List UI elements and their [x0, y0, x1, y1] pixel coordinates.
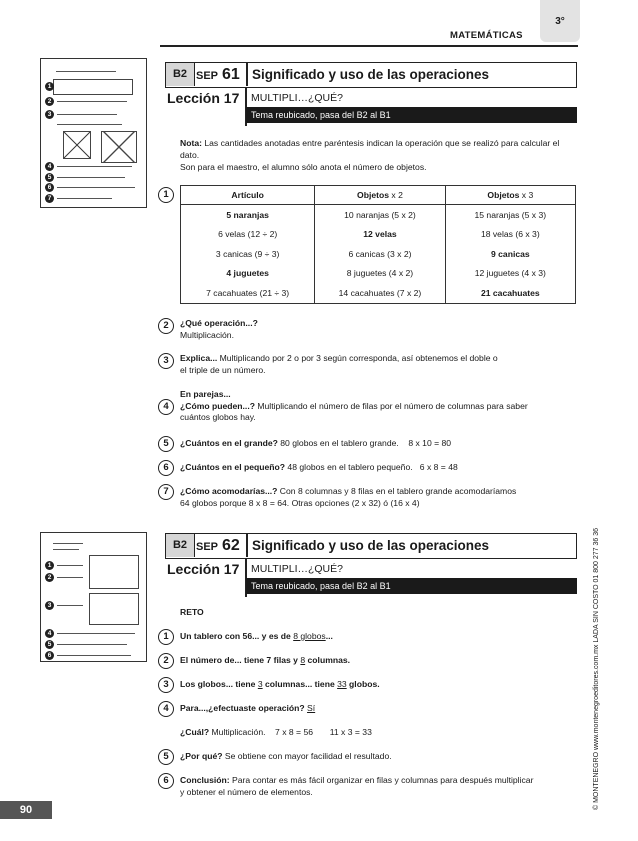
lesson-subtitle: MULTIPLI…¿QUÉ? — [251, 92, 343, 104]
lesson-subtitle: MULTIPLI…¿QUÉ? — [251, 563, 343, 575]
table-row: 5 naranjas 10 naranjas (5 x 2) 15 naranjas (5 x 3) — [181, 205, 576, 225]
lesson-header-61 — [165, 62, 577, 134]
page-thumbnail-2: 1 2 3 4 5 6 — [40, 532, 147, 662]
answer-3: Explica... Multiplicando por 2 o por 3 según corresponda, así obtenemos el doble o el triple de un número. — [180, 353, 498, 375]
block-badge: B2 — [166, 63, 195, 86]
subject-title: MATEMÁTICAS — [450, 30, 523, 41]
answer-2: ¿Qué operación...? Multiplicación. — [180, 318, 258, 340]
item-number: 6 — [158, 773, 174, 789]
reto-heading: RETO — [180, 607, 204, 617]
reto-1: Un tablero con 56... y es de 8 globos... — [180, 631, 333, 641]
item-number: 3 — [158, 677, 174, 693]
table-header: Artículo — [181, 186, 315, 205]
tema-banner: Tema reubicado, pasa del B2 al B1 — [246, 107, 577, 123]
page-number: 90 — [0, 801, 52, 819]
answer-5: ¿Cuántos en el grande? 80 globos en el tablero grande. 8 x 10 = 80 — [180, 438, 452, 448]
item-number: 7 — [158, 484, 174, 500]
table-header: Objetos x 2 — [315, 186, 445, 205]
lesson-number: Lección 17 — [167, 90, 240, 106]
table-row: 4 juguetes 8 juguetes (4 x 2) 12 juguetes (4 x 3) — [181, 264, 576, 284]
sep-number: 61 — [222, 66, 240, 83]
item-number: 5 — [158, 436, 174, 452]
item-number: 3 — [158, 353, 174, 369]
item-number: 1 — [158, 629, 174, 645]
reto-3: Los globos... tiene 3 columnas... tiene 33 globos. — [180, 679, 380, 689]
block-badge: B2 — [166, 534, 195, 557]
teacher-note: Nota: Las cantidades anotadas entre paréntesis indican la operación que se realizó para calcular el dato. Son para el maestro, el alumno sólo anota el número de objetos. — [180, 138, 560, 172]
lesson-number: Lección 17 — [167, 561, 240, 577]
page-thumbnail-1: 1 2 3 4 5 6 7 — [40, 58, 147, 208]
item-number: 1 — [158, 187, 174, 203]
item-number: 6 — [158, 460, 174, 476]
item-number: 2 — [158, 653, 174, 669]
item-number: 5 — [158, 749, 174, 765]
answer-6: ¿Cuántos en el pequeño? 48 globos en el tablero pequeño. 6 x 8 = 48 — [180, 462, 458, 472]
reto-6: Conclusión: Para contar es más fácil organizar en filas y columnas para después multiplicar y obtener el número de elementos. — [180, 775, 534, 797]
lesson-title: Significado y uso de las operaciones — [252, 538, 490, 553]
answer-4: En parejas... ¿Cómo pueden...? Multiplicando el número de filas por el número de columnas para saber cuántos globos hay. — [180, 389, 528, 422]
grade-tab: 3° — [540, 0, 580, 42]
reto-4-detail: ¿Cuál? Multiplicación. 7 x 8 = 56 11 x 3 = 33 — [180, 727, 372, 737]
tema-banner: Tema reubicado, pasa del B2 al B1 — [246, 578, 577, 594]
lesson-header-62 — [165, 533, 577, 605]
reto-5: ¿Por qué? Se obtiene con mayor facilidad el resultado. — [180, 751, 392, 761]
sep-label: SEP 62 — [196, 537, 240, 554]
lesson-title: Significado y uso de las operaciones — [252, 67, 490, 82]
table-row: 3 canicas (9 ÷ 3) 6 canicas (3 x 2) 9 canicas — [181, 244, 576, 264]
header-rule — [160, 45, 578, 47]
table-row: 6 velas (12 ÷ 2) 12 velas 18 velas (6 x 3) — [181, 225, 576, 245]
publisher-sidebar: © MONTENEGRO www.montenegroeditores.com.mx LADA SIN COSTO 01 800 277 36 36 — [593, 527, 600, 810]
reto-4: Para...,¿efectuaste operación? Sí — [180, 703, 316, 713]
item-number: 2 — [158, 318, 174, 334]
item-number: 4 — [158, 701, 174, 717]
objects-table — [180, 185, 576, 304]
table-header: Objetos x 3 — [445, 186, 575, 205]
sep-number: 62 — [222, 537, 240, 554]
reto-2: El número de... tiene 7 filas y 8 columnas. — [180, 655, 351, 665]
sep-label: SEP 61 — [196, 66, 240, 83]
answer-7: ¿Cómo acomodarías...? Con 8 columnas y 8 filas en el tablero grande acomodaríamos 64 globos porque 8 x 8 = 64. Otras opciones (2 x 32) ó (16 x 4) — [180, 486, 517, 508]
item-number: 4 — [158, 399, 174, 415]
table-row: 7 cacahuates (21 ÷ 3) 14 cacahuates (7 x 2) 21 cacahuates — [181, 283, 576, 303]
